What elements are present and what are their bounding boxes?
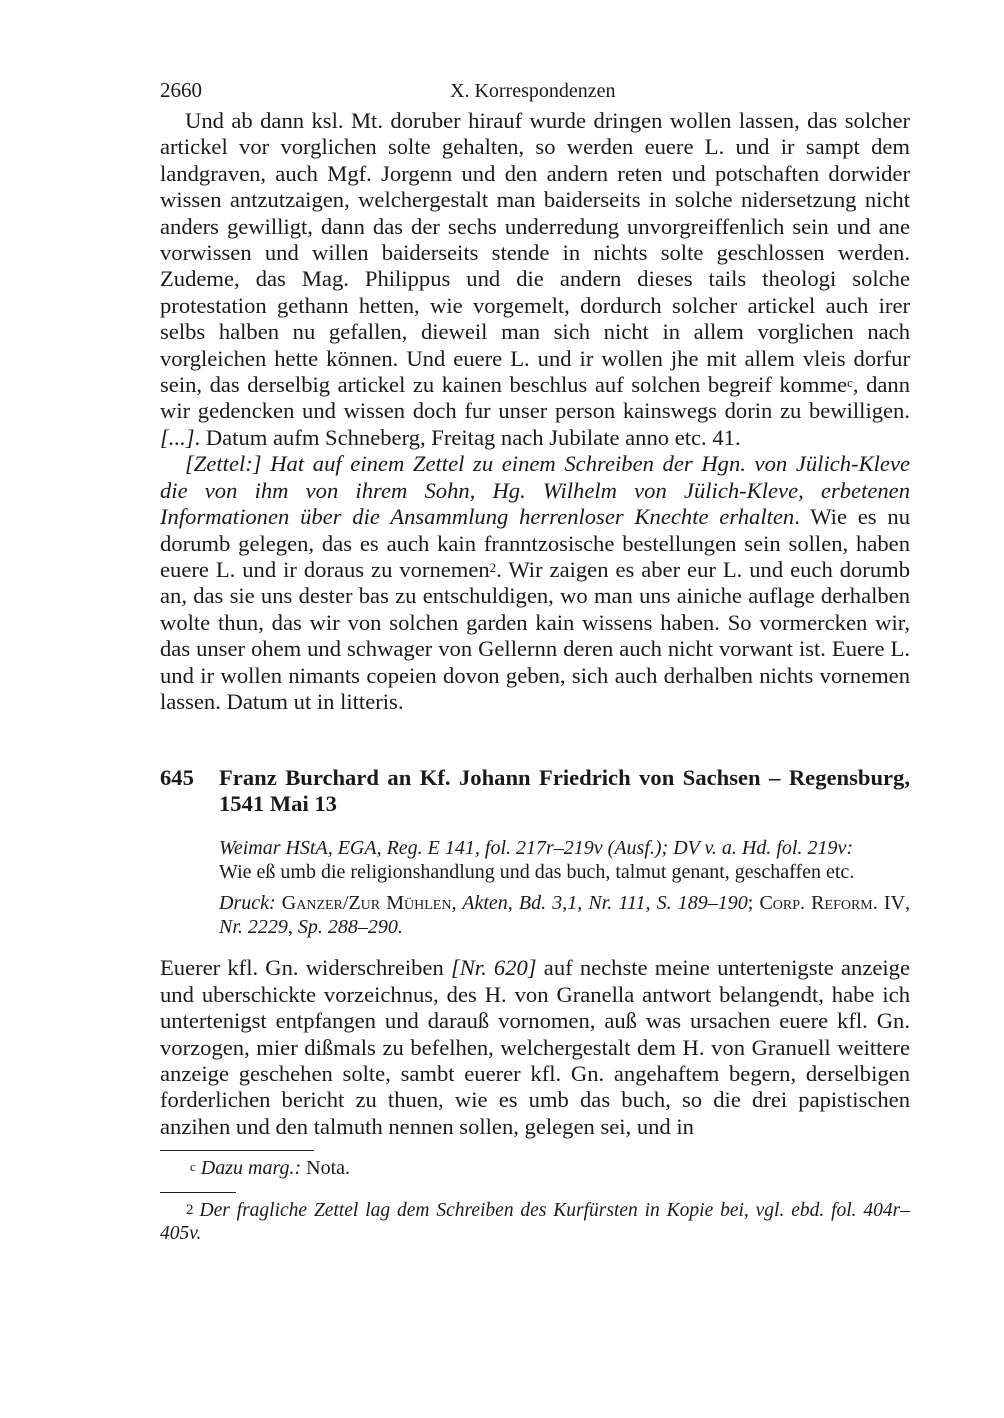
dating-text: . Datum aufm Schneberg, Freitag nach Jubilate anno etc. 41. — [194, 424, 741, 450]
footnote-2 — [160, 1199, 910, 1245]
archive-citation: Weimar HStA, EGA, Reg. E 141, fol. 217r–219v (Ausf.); DV v. a. Hd. fol. 219v: — [219, 837, 853, 860]
letter-paragraph-1 — [160, 108, 910, 451]
print-author-1: Ganzer/Zur Mühlen — [281, 892, 452, 915]
print-label: Druck: — [219, 892, 276, 915]
footnote-2-text: Der fragliche Zettel lag dem Schreiben des Kurfürsten in Kopie bei, vgl. ebd. fol. 404r–405v. — [160, 1200, 910, 1245]
document-body — [160, 955, 910, 1140]
print-ref-2a: IV — [877, 892, 906, 915]
footnote-c-text: Nota. — [301, 1157, 351, 1180]
page-header — [160, 78, 910, 108]
print-separator: ; — [747, 892, 760, 915]
footnote-2-mark: 2 — [186, 1202, 194, 1219]
document-number: 645 — [160, 765, 194, 791]
print-author-2: Corp. Reform. — [759, 892, 878, 915]
cross-reference: [Nr. 620] — [450, 955, 537, 981]
footnote-c — [160, 1157, 910, 1180]
print-reference — [219, 892, 910, 939]
editorial-summary: [Zettel:] Hat auf einem Zettel zu einem Schreiben der Hgn. von Jülich-Kleve die von ihm von ihrem Sohn, Hg. Wilhelm von Jülich-Kleve, erbetenen Informationen über die Ansammlung herrenloser Knechte erhalten — [160, 451, 910, 530]
print-ref-2b: , Nr. 2229, Sp. 288–290. — [219, 892, 911, 938]
paragraph-text: , dann wir gedencken und wissen doch fur unser person kainswegs dorin zu bewilligen. — [160, 372, 910, 424]
footnote-c-mark: c — [190, 1159, 196, 1175]
dorsal-note: Wie eß umb die religionshandlung und das buch, talmut genant, geschaffen etc. — [219, 860, 855, 883]
document-title: Franz Burchard an Kf. Johann Friedrich von Sachsen – Regensburg, 1541 Mai 13 — [219, 765, 910, 817]
page — [160, 78, 910, 1245]
paragraph-text: . Wie es nu dorumb gelegen, das es auch kain franntzosische bestellungen sein sollen, haben euere L. und ir doraus zu vornemen — [160, 504, 910, 582]
letter-paragraph-2 — [160, 451, 910, 715]
footnote-divider — [160, 1150, 314, 1151]
body-text: Euerer kfl. Gn. widerschreiben — [160, 955, 451, 981]
body-text: auf nechste meine untertenigste anzeige und uberschickte vorzeichnus, des H. von Granella antwort belangendt, habe ich untertenigst entpfangen und darauß vornomen, auß was ursachen euere kfl. Gn. vorzogen, mier dißmals zu befelhen, welchergestalt dem H. von Granuell weittere anzeige geschehen solte, sambt euerer kfl. Gn. angehaftem begern, derselbigen forderlichen bericht zu thuen, wie es umb das buch, so die drei papistischen anzihen und den talmuth nennen sollen, gelegen sei, und in — [160, 955, 910, 1139]
paragraph-text: Und ab dann ksl. Mt. doruber hirauf wurde dringen wollen lassen, das solcher artickel vor vorglichen solte gehalten, so werden euere L. und ir sampt dem landgraven, auch Mgf. Jorgenn und den andern reten und potschaften dorwider wissen antzutzaigen, welchergestalt man baiderseits in solche nidersetzung nicht anders gewilligt, dann das der sechs underredung unvorgreiffenlich sein und ane vorwissen und willen baiderseits stende in nichts solte geschlossen werden. Zudeme, das Mag. Philippus und die andern dieses tails theologi solche protestation gethann hetten, wie vorgemelt, dordurch solcher artickel auch irer selbs halben nu gefallen, dieweil man sich nicht in allem vorglichen nach vorgleichen hette können. Und euere L. und ir wollen jhe mit allem vleis dorfur sein, das derselbig artickel zu kainen beschlus auf solchen begreif komme — [160, 108, 910, 398]
document-heading — [160, 765, 910, 817]
footnote-marker-c: c — [847, 375, 853, 391]
paragraph-text: . Wir zaigen es aber eur L. und euch dorumb an, das sie uns dester bas zu entschuldigen, wo man uns ainiche auflage derhalben wolte thun, das wir von solchen garden kain wissens haben. So vormercken wir, das unser ohem und schwager von Gellernn deren auch nicht vorwant ist. Euere L. und ir wollen nimants copeien dovon geben, sich auch derhalben nichts vornemen lassen. Datum ut in litteris. — [160, 556, 910, 714]
footnote-c-label: Dazu marg.: — [200, 1157, 302, 1180]
running-title: X. Korrespondenzen — [450, 80, 616, 102]
archive-reference — [219, 837, 910, 884]
source-apparatus — [219, 837, 910, 939]
footnote-divider-2 — [160, 1192, 236, 1193]
footnote-marker-2: 2 — [489, 559, 497, 575]
omission-mark: [...] — [160, 424, 195, 450]
page-number: 2660 — [160, 78, 202, 102]
print-ref-1: , Akten, Bd. 3,1, Nr. 111, S. 189–190 — [451, 892, 748, 915]
